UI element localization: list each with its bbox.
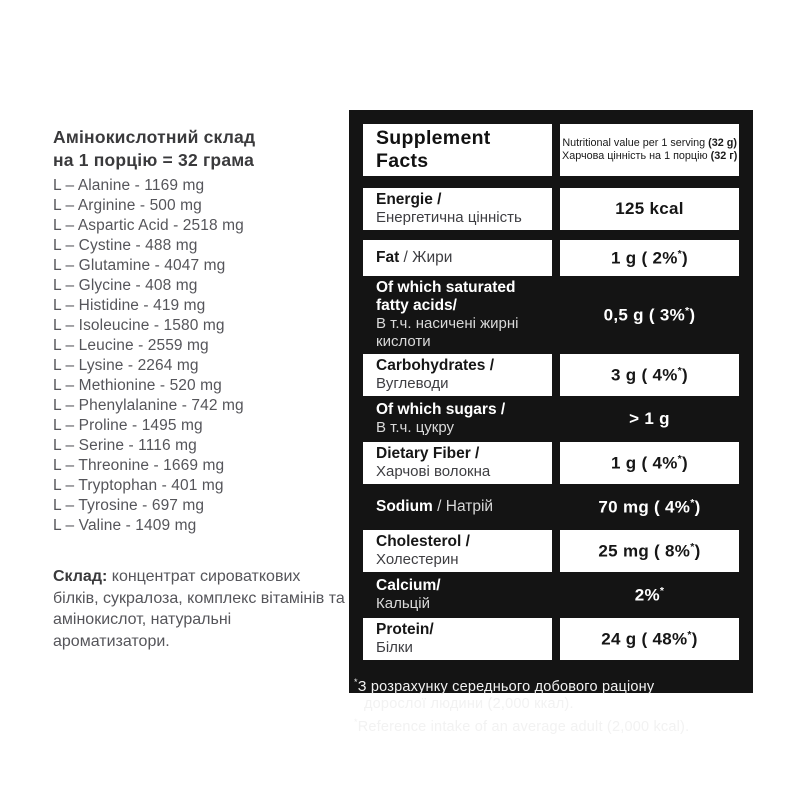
- facts-row: [363, 618, 739, 660]
- facts-row-label: Cholesterol / Холестерин: [363, 530, 552, 572]
- amino-acid-item: L – Glutamine - 4047 mg: [53, 257, 226, 274]
- facts-row-value: 125 kcal: [560, 188, 739, 230]
- facts-row-value: 25 mg ( 8%*): [560, 530, 739, 572]
- facts-row-label: Fat / Жири: [363, 240, 552, 276]
- facts-row-label: Sodium / Натрій: [376, 498, 494, 515]
- amino-acid-item: L – Tyrosine - 697 mg: [53, 497, 205, 514]
- facts-row-value: 2%*: [634, 584, 665, 605]
- serving-note-en-text: Nutritional value per 1 serving: [562, 137, 709, 149]
- facts-row-value: 1 g ( 2%*): [560, 240, 739, 276]
- amino-composition-panel: [53, 126, 349, 652]
- facts-row: [363, 442, 739, 484]
- facts-title-cell: [363, 124, 552, 176]
- amino-acid-item: L – Valine - 1409 mg: [53, 517, 197, 534]
- amino-acid-item: L – Lysine - 2264 mg: [53, 357, 199, 374]
- facts-row-value: 24 g ( 48%*): [560, 618, 739, 660]
- facts-row-value: 0,5 g ( 3%*): [603, 304, 696, 325]
- amino-acid-item: L – Tryptophan - 401 mg: [53, 477, 224, 494]
- serving-note-uk-text: Харчова цінність на 1 порцію: [562, 150, 711, 162]
- facts-row-label: Calcium/ Кальцій: [376, 577, 441, 612]
- facts-row: [363, 530, 739, 572]
- facts-row: [363, 484, 739, 530]
- amino-acid-item: L – Methionine - 520 mg: [53, 377, 222, 394]
- facts-row: [363, 396, 739, 442]
- amino-acid-list: [53, 176, 349, 536]
- footnote-line: *З розрахунку середнього добового раціону: [354, 677, 655, 695]
- facts-row-label: Energie / Енергетична цінність: [363, 188, 552, 230]
- amino-acid-item: L – Histidine - 419 mg: [53, 297, 206, 314]
- amino-acid-item: L – Cystine - 488 mg: [53, 237, 198, 254]
- facts-rows: [363, 188, 739, 660]
- amino-acid-item: L – Serine - 1116 mg: [53, 437, 197, 454]
- amino-acid-item: L – Glycine - 408 mg: [53, 277, 198, 294]
- supplement-facts-panel: [349, 110, 753, 735]
- amino-acid-item: L – Proline - 1495 mg: [53, 417, 203, 434]
- amino-acid-item: L – Leucine - 2559 mg: [53, 337, 209, 354]
- composition-paragraph: [53, 566, 345, 652]
- footnote: [354, 674, 739, 736]
- footnote-line: дорослої людини (2,000 ккал).: [364, 696, 574, 713]
- amino-acid-item: L – Aspartic Acid - 2518 mg: [53, 217, 244, 234]
- amino-heading-line1: Амінокислотний склад: [53, 127, 256, 147]
- facts-row-label: Of which sugars / В т.ч. цукру: [376, 401, 506, 436]
- amino-heading-line2: на 1 порцію = 32 грама: [53, 150, 255, 170]
- facts-row: [363, 572, 739, 618]
- facts-row-label: Of which saturated fatty acids/ В т.ч. насичені жирні кислоти: [376, 279, 519, 350]
- amino-acid-item: L – Threonine - 1669 mg: [53, 457, 225, 474]
- amino-heading: [53, 126, 349, 172]
- facts-title: Supplement Facts: [376, 127, 491, 172]
- facts-row: [363, 276, 739, 354]
- facts-row-label: Carbohydrates / Вуглеводи: [363, 354, 552, 396]
- facts-row: [363, 240, 739, 276]
- facts-row: [363, 188, 739, 230]
- facts-row-value: 1 g ( 4%*): [560, 442, 739, 484]
- serving-note-uk-bold: (32 г): [710, 150, 738, 162]
- composition-text: концентрат сироваткових білків, сукралоза, комплекс вітамінів та амінокислот, натуральні ароматизатори.: [53, 568, 345, 650]
- facts-row-value: > 1 g: [629, 409, 670, 428]
- amino-acid-item: L – Isoleucine - 1580 mg: [53, 317, 225, 334]
- composition-label: Склад:: [53, 568, 108, 585]
- facts-row-value: 70 mg ( 4%*): [598, 496, 701, 517]
- serving-note-en-bold: (32 g): [708, 137, 737, 149]
- amino-acid-item: L – Phenylalanine - 742 mg: [53, 397, 244, 414]
- facts-row-value: 3 g ( 4%*): [560, 354, 739, 396]
- facts-row-label: Protein/ Білки: [363, 618, 552, 660]
- facts-row: [363, 354, 739, 396]
- serving-note-uk: [562, 150, 737, 163]
- serving-note-cell: [560, 124, 739, 176]
- facts-row-label: Dietary Fiber / Харчові волокна: [363, 442, 552, 484]
- footnote-line: *Reference intake of an average adult (2,000 kcal).: [354, 716, 690, 735]
- serving-note-en: [562, 137, 737, 150]
- amino-acid-item: L – Alanine - 1169 mg: [53, 177, 205, 194]
- facts-header-row: [363, 124, 739, 176]
- amino-acid-item: L – Arginine - 500 mg: [53, 197, 202, 214]
